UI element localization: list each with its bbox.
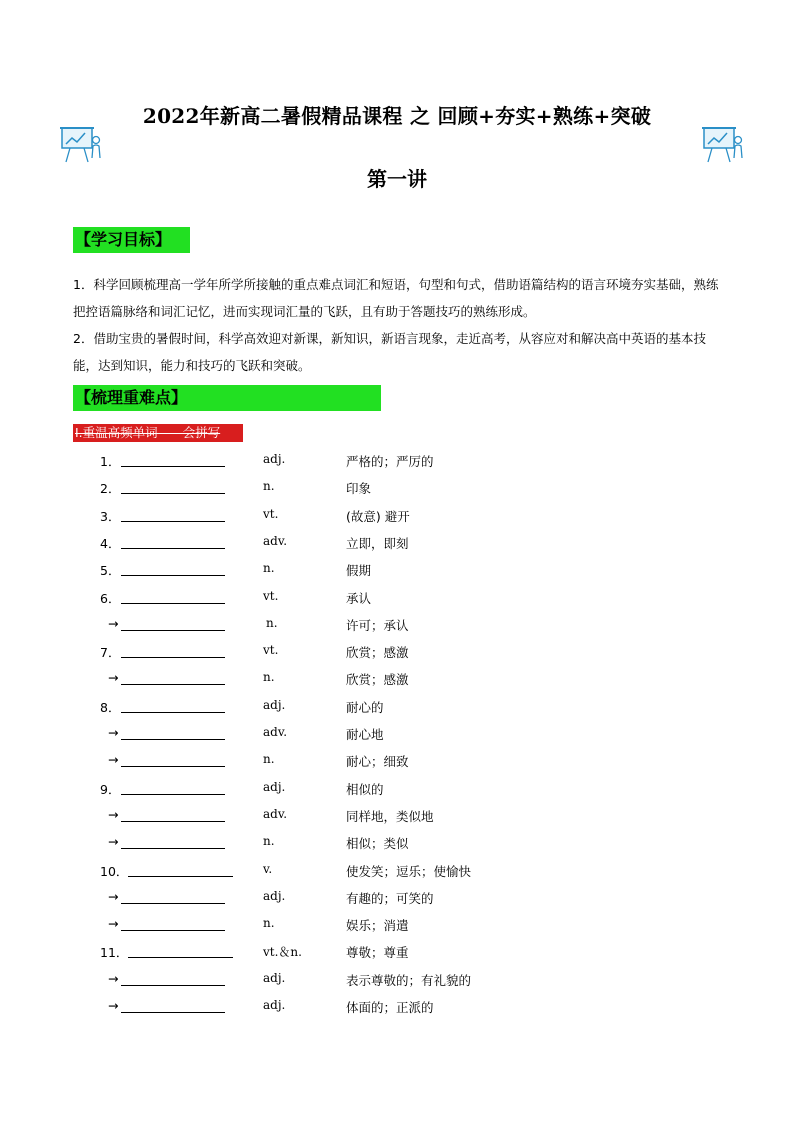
meaning: 假期 (346, 563, 372, 579)
part-of-speech: adj. (263, 888, 286, 903)
vocab-row (0, 665, 794, 692)
part-of-speech: adv. (263, 533, 288, 548)
vocab-row (0, 556, 794, 583)
derived-arrow: → (108, 806, 119, 822)
lecture-subtitle: 第一讲 (367, 167, 427, 191)
item-number: 4． (100, 535, 121, 551)
answer-blank[interactable] (121, 930, 225, 931)
meaning: 耐心；细致 (346, 754, 409, 770)
section-tag (73, 424, 243, 442)
part-of-speech: n. (263, 834, 275, 849)
vocab-row (0, 611, 794, 638)
meaning: 耐心的 (346, 699, 384, 715)
answer-blank[interactable] (121, 739, 225, 740)
vocab-row (0, 802, 794, 829)
goal-paragraph-2: 2．借助宝贵的暑假时间，科学高效迎对新课，新知识，新语言现象，走近高考，从容应对和解决高中英语的基本技能，达到知识，能力和技巧的飞跃和突破。 (73, 331, 706, 373)
meaning: 同样地，类似地 (346, 808, 434, 824)
item-number: 6． (100, 590, 121, 606)
derived-arrow: → (108, 615, 119, 631)
meaning: 有趣的；可笑的 (346, 890, 434, 906)
part-of-speech: adj. (263, 697, 286, 712)
meaning: 娱乐；消遣 (346, 918, 409, 934)
part-of-speech: vt. (263, 643, 279, 658)
goal-paragraph-1: 1．科学回顾梳理高一学年所学所接触的重点难点词汇和短语，句型和句式，借助语篇结构的语言环境夯实基础，熟练把控语篇脉络和词汇记忆，进而实现词汇量的飞跃，且有助于答题技巧的熟练形成。 (73, 277, 719, 319)
vocab-row (0, 529, 794, 556)
answer-blank[interactable] (121, 521, 225, 522)
part-of-speech: n. (263, 670, 275, 685)
vocab-row (0, 474, 794, 501)
part-of-speech: vt. (263, 506, 279, 521)
derived-arrow: → (108, 998, 119, 1013)
derived-arrow: → (108, 916, 119, 932)
answer-blank[interactable] (121, 657, 225, 658)
vocab-row (0, 911, 794, 938)
item-number: 9． (100, 781, 121, 797)
item-number: 10． (100, 863, 129, 879)
derived-arrow: → (108, 752, 119, 768)
section-tag-text: Ⅰ.重温高频单词——会拼写 (75, 425, 221, 440)
meaning: 使发笑；逗乐；使愉快 (346, 863, 472, 879)
vocab-row (0, 747, 794, 774)
meaning: 承认 (346, 590, 372, 606)
part-of-speech: n. (263, 479, 275, 494)
presentation-board-icon (700, 124, 744, 168)
answer-blank[interactable] (121, 766, 225, 767)
part-of-speech: adj. (263, 452, 286, 466)
answer-blank[interactable] (121, 466, 225, 467)
vocab-row (0, 447, 794, 474)
part-of-speech: adj. (263, 970, 286, 985)
item-number: 2． (100, 481, 121, 497)
answer-blank[interactable] (121, 684, 225, 685)
item-number: 8． (100, 699, 121, 715)
presentation-board-icon (58, 124, 102, 168)
item-number: 1． (100, 454, 121, 469)
part-of-speech: adj. (263, 779, 286, 794)
part-of-speech: adv. (263, 725, 288, 739)
answer-blank[interactable] (121, 821, 225, 822)
vocab-row (0, 857, 794, 884)
vocab-row (0, 720, 794, 747)
learning-goals-banner: 【学习目标】 (73, 227, 190, 253)
meaning: 体面的；正派的 (346, 1000, 434, 1015)
answer-blank[interactable] (121, 848, 225, 849)
part-of-speech: vt. (263, 588, 279, 603)
answer-blank[interactable] (121, 985, 225, 986)
meaning: 耐心地 (346, 727, 384, 742)
item-number: 7． (100, 645, 121, 661)
answer-blank[interactable] (121, 630, 225, 631)
answer-blank[interactable] (121, 575, 225, 576)
meaning: 立即，即刻 (346, 535, 409, 551)
part-of-speech: n. (266, 615, 278, 630)
answer-blank[interactable] (121, 548, 225, 549)
vocab-row (0, 829, 794, 856)
answer-blank[interactable] (121, 794, 225, 795)
vocab-row (0, 584, 794, 611)
key-points-banner: 【梳理重难点】 (73, 385, 381, 411)
answer-blank[interactable] (121, 1012, 225, 1013)
part-of-speech: adv. (263, 806, 288, 821)
part-of-speech: n. (263, 561, 275, 576)
derived-arrow: → (108, 670, 119, 686)
meaning: 相似；类似 (346, 836, 409, 852)
derived-arrow: → (108, 834, 119, 850)
meaning: 印象 (346, 481, 372, 497)
answer-blank[interactable] (121, 493, 225, 494)
vocab-row (0, 638, 794, 665)
vocab-row (0, 993, 794, 1020)
meaning: 严格的；严厉的 (346, 454, 434, 469)
part-of-speech: n. (263, 916, 275, 931)
item-number: 5． (100, 563, 121, 579)
vocab-row (0, 775, 794, 802)
meaning: 表示尊敬的；有礼貌的 (346, 972, 472, 988)
vocab-row (0, 938, 794, 965)
part-of-speech: adj. (263, 998, 286, 1012)
meaning: (故意) 避开 (346, 508, 410, 524)
item-number: 11． (100, 945, 129, 961)
meaning: 欣赏；感激 (346, 645, 409, 661)
meaning: 许可；承认 (346, 617, 409, 633)
vocab-row (0, 884, 794, 911)
part-of-speech: vt.＆n. (263, 945, 302, 960)
part-of-speech: v. (263, 861, 273, 876)
item-number: 3． (100, 508, 121, 524)
page-title: 2022年新高二暑假精品课程 之 回顾+夯实+熟练+突破 (142, 104, 652, 128)
derived-arrow: → (108, 888, 119, 904)
answer-blank[interactable] (121, 603, 225, 604)
vocab-row (0, 966, 794, 993)
answer-blank[interactable] (128, 957, 233, 958)
meaning: 欣赏；感激 (346, 672, 409, 688)
meaning: 尊敬；尊重 (346, 945, 409, 961)
meaning: 相似的 (346, 781, 384, 797)
answer-blank[interactable] (121, 903, 225, 904)
derived-arrow: → (108, 725, 119, 740)
answer-blank[interactable] (128, 876, 233, 877)
derived-arrow: → (108, 970, 119, 986)
part-of-speech: n. (263, 752, 275, 767)
answer-blank[interactable] (121, 712, 225, 713)
vocab-row (0, 693, 794, 720)
vocab-row (0, 502, 794, 529)
